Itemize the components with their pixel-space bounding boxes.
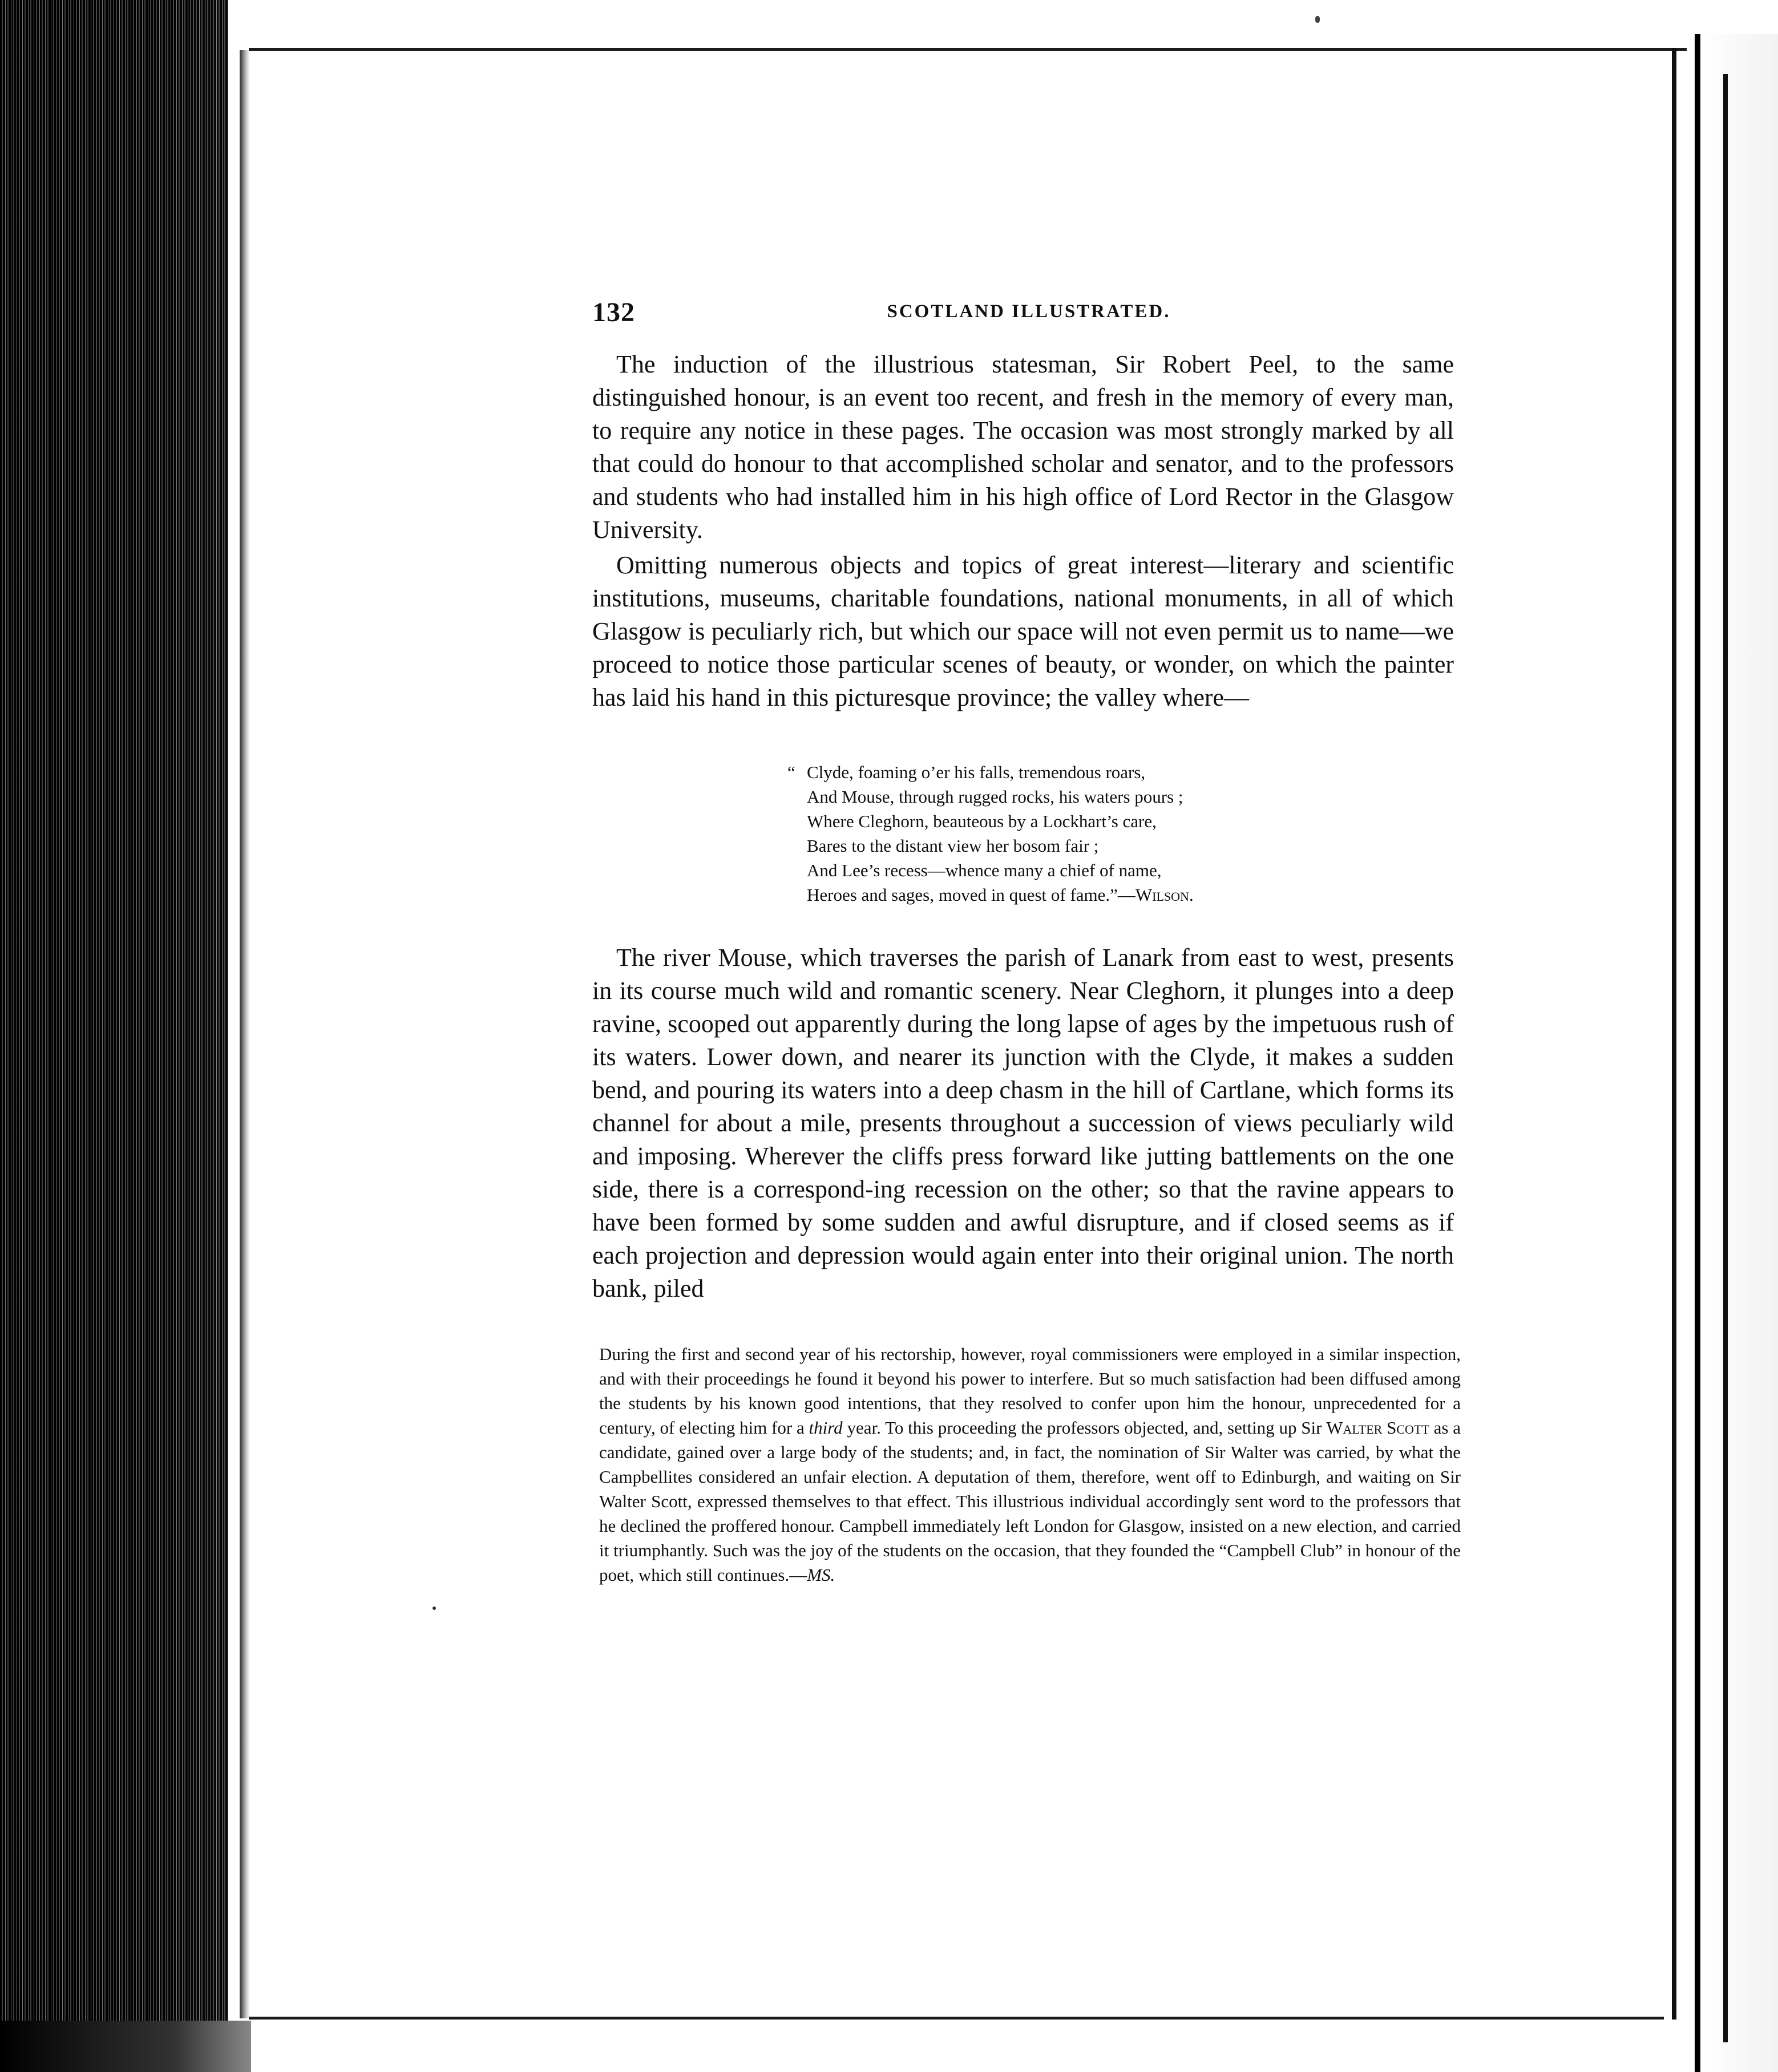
scan-speck xyxy=(1315,16,1320,23)
running-title: SCOTLAND ILLUSTRATED. xyxy=(887,301,1171,322)
poem-line: And Lee’s recess—whence many a chief of name, xyxy=(807,860,1162,880)
page-gutter-shadow xyxy=(240,50,250,2018)
page-number: 132 xyxy=(592,297,635,327)
verse-quotation xyxy=(787,760,1301,907)
page-right-border xyxy=(1672,48,1676,2020)
opening-quote: “ xyxy=(787,762,795,782)
book-spine-edge xyxy=(0,0,228,2072)
poem-line: Where Cleghorn, beauteous by a Lockhart’s care, xyxy=(807,811,1157,831)
page-top-border xyxy=(249,48,1687,51)
book-spine-bottom xyxy=(0,2021,251,2072)
poem-line-last: Heroes and sages, moved in quest of fame.”—Wilson. xyxy=(807,885,1194,905)
paragraph-peel-rectorship: The induction of the illustrious statesman, Sir Robert Peel, to the same distinguished honour, is an event too recent, and fresh in the memory of every man, to require any notice in these pages. The occasion was most strongly marked by all that could do honour to that accomplished scholar and senator, and to the professors and students who had installed him in his high office of Lord Rector in the Glasgow University. xyxy=(592,350,1454,544)
scan-speck xyxy=(433,1606,436,1610)
running-header xyxy=(592,297,1465,331)
poem-line: And Mouse, through rugged rocks, his waters pours ; xyxy=(807,787,1183,807)
footnote: During the first and second year of his rectorship, however, royal commissioners were employed in a similar inspection, and with their proceedings he found it beyond his power to interfere. But so much satisfaction had been diffused among the students by his known good intentions, that they resolved to confer upon him the honour, unprecedented for a century, of electing him for a third year. To this proceeding the professors objected, and, setting up Sir Walter Scott as a candidate, gained over a large body of the students; and, in fact, the nomination of Sir Walter was carried, by what the Campbellites considered an unfair election. A deputation of them, therefore, went off to Edinburgh, and waiting on Sir Walter Scott, expressed themselves to that effect. This illustrious individual accordingly sent word to the professors that he declined the proffered honour. Campbell immediately left London for Glasgow, insisted on a new election, and carried it triumphantly. Such was the joy of the students on the occasion, that they founded the “Campbell Club” in honour of the poet, which still continues.—MS. xyxy=(599,1344,1461,1585)
poem-line: Bares to the distant view her bosom fair ; xyxy=(807,836,1099,856)
poem-attribution: Wilson. xyxy=(1135,885,1194,905)
paragraph-river-mouse: The river Mouse, which traverses the parish of Lanark from east to west, presents in its course much wild and romantic scenery. Near Cleghorn, it plunges into a deep ravine, scooped out apparently during the long lapse of ages by the impetuous rush of its waters. Lower down, and nearer its junction with the Clyde, it makes a sudden bend, and pouring its waters into a deep chasm in the hill of Cartlane, which forms its channel for about a mile, presents throughout a succession of views peculiarly wild and imposing. Wherever the cliffs press forward like jutting battlements on the one side, there is a correspond-ing recession on the other; so that the ravine appears to have been formed by some sudden and awful disrupture, and if closed seems as if each projection and depression would again enter into their original union. The north bank, piled xyxy=(592,944,1454,1302)
paragraph-omitting-objects: Omitting numerous objects and topics of great interest—literary and scientific institutions, museums, charitable foundations, national monuments, in all of which Glasgow is peculiarly rich, but which our space will not even permit us to name—we proceed to notice those particular scenes of beauty, or wonder, on which the painter has laid his hand in this picturesque province; the valley where— xyxy=(592,551,1454,711)
page-bottom-border xyxy=(249,2017,1664,2020)
footnote-emphasis: third xyxy=(809,1418,843,1438)
footnote-source: MS. xyxy=(807,1565,835,1585)
footnote-name: Walter Scott xyxy=(1326,1418,1429,1438)
poem-line: “ Clyde, foaming o’er his falls, tremendous roars, xyxy=(787,760,1301,784)
adjacent-page-sliver xyxy=(1695,34,1778,2072)
